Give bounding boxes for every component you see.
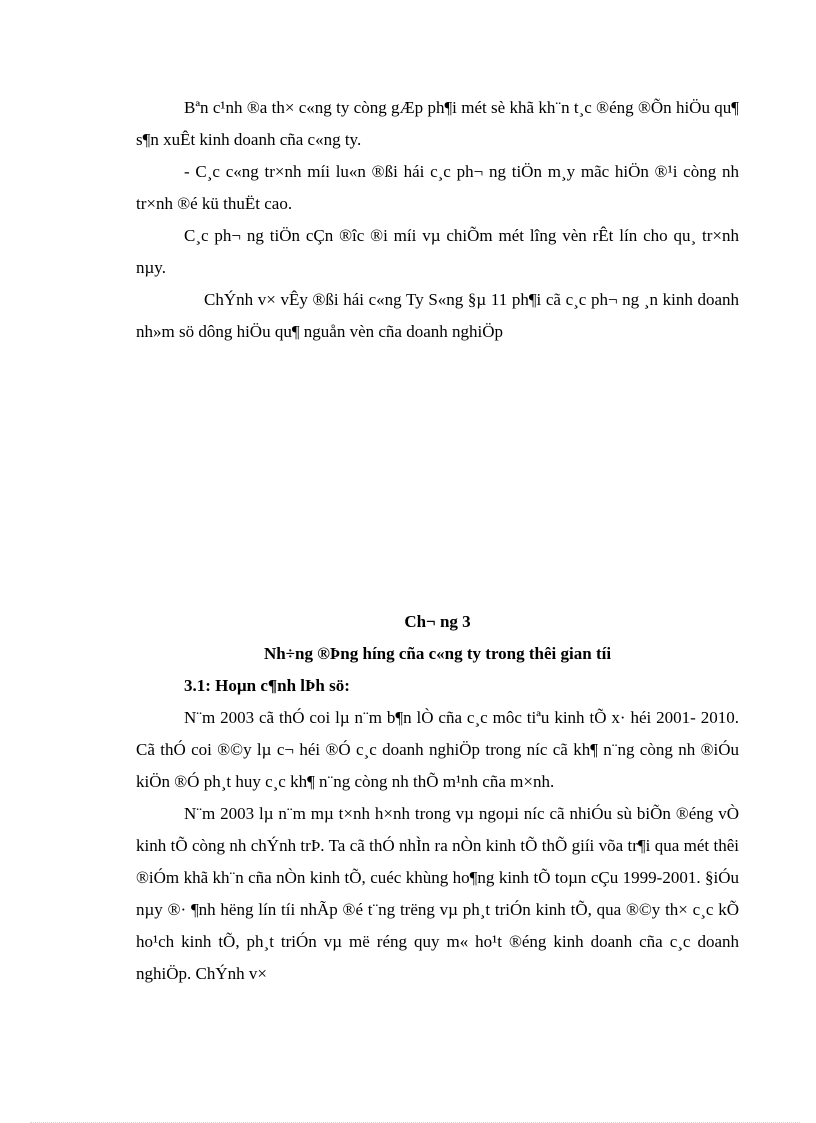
- section-heading: 3.1: Hoµn c¶nh lÞh sö:: [184, 676, 350, 695]
- paragraph-year-2003-situation: N¨m 2003 lµ n¨m mµ t×nh h×nh trong vµ ngoµi níc cã nhiÓu sù biÕn ®éng vÒ kinh tÕ còng nh chÝnh trÞ. Ta cã thÓ nhÌn ra nÒn kinh tÕ thÕ giíi võa tr¶i qua mét thêi ®iÓm khã kh¨n cña nÒn kinh tÕ, cuéc khùng ho¶ng kinh tÕ toµn cÇu 1999-2001. §iÓu nµy ®· ¶nh hëng lín tíi nhÃp ®é t¨ng trëng vµ ph¸t triÓn kinh tÕ, qua ®©y th× c¸c kÕ ho¹ch kinh tÕ, ph¸t triÓn vµ më réng quy m« ho¹t ®éng kinh doanh cña c¸c doanh nghiÖp. ChÝnh v×: [136, 804, 739, 983]
- chapter-number: Ch¬ ng 3: [404, 612, 471, 631]
- paragraph-year-2003-milestone: N¨m 2003 cã thÓ coi lµ n¨m b¶n lÒ cña c¸c môc tiªu kinh tÕ x· héi 2001- 2010. Cã thÓ coi ®©y lµ c¬ héi ®Ó c¸c doanh nghiÖp trong níc cã kh¶ n¨ng còng nh ®iÓu kiÖn ®Ó ph¸t huy c¸c kh¶ n¨ng còng nh thÕ m¹nh cña m×nh.: [136, 708, 739, 791]
- paragraph-equipment-requirements: - C¸c c«ng tr×nh míi lu«n ®ßi hái c¸c ph¬ ng tiÖn m¸y mãc hiÖn ®¹i còng nh tr×nh ®é kü thuËt cao.: [136, 162, 739, 213]
- paragraph-capital-needs: C¸c ph¬ ng tiÖn cÇn ®îc ®i míi vµ chiÕm mét lîng vèn rÊt lín cho qu¸ tr×nh nµy.: [136, 226, 739, 277]
- paragraph-difficulties: Bªn c¹nh ®a th× c«ng ty còng gÆp ph¶i mét sè khã kh¨n t¸c ®éng ®Õn hiÖu qu¶ s¶n xuÊt kinh doanh cña c«ng ty.: [136, 98, 739, 149]
- paragraph-conclusion: ChÝnh v× vÊy ®ßi hái c«ng Ty S«ng §µ 11 ph¶i cã c¸c ph¬ ng ¸n kinh doanh nh»m sö dông hiÖu qu¶ nguån vèn cña doanh nghiÖp: [136, 290, 739, 341]
- chapter-title: Nh÷ng ®Þng híng cña c«ng ty trong thêi gian tíi: [263, 644, 612, 663]
- chapter-three: [136, 606, 739, 990]
- section-one: [136, 92, 739, 348]
